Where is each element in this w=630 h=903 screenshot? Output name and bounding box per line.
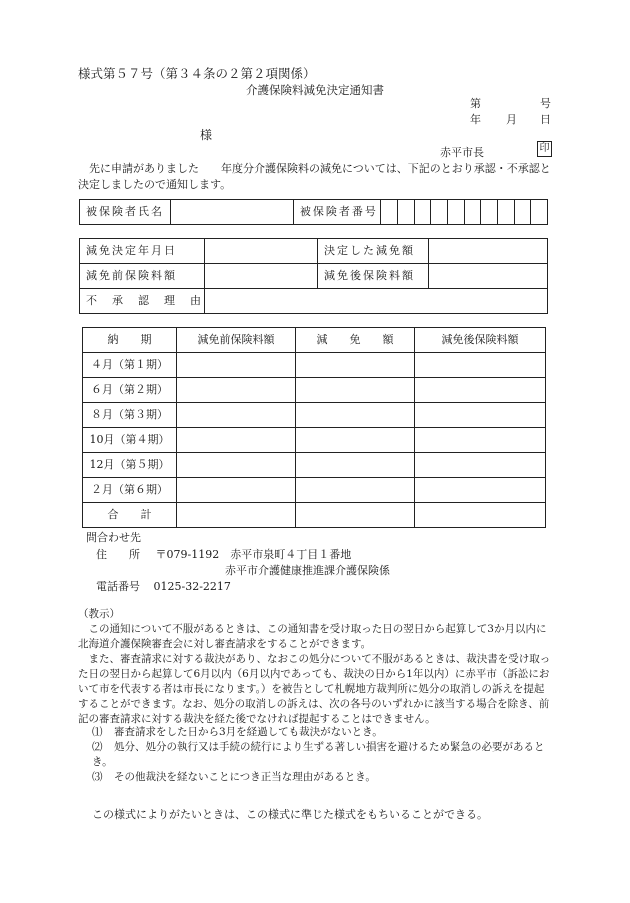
schedule-header-row (83, 328, 546, 353)
phone-value: 0125-32-2217 (153, 580, 231, 593)
insured-number-box[interactable] (398, 200, 415, 225)
department-name: 赤平市介護健康推進課介護保険係 (225, 564, 390, 577)
table-cell[interactable] (415, 378, 546, 403)
table-cell[interactable] (177, 428, 296, 453)
period-label: ２月（第６期） (83, 478, 177, 503)
insured-number-label: 被保険者番号 (293, 200, 381, 225)
table-cell[interactable] (296, 428, 415, 453)
rejection-reason-label: 不 承 認 理 由 (80, 289, 205, 314)
item-text: 処分、処分の執行又は手続の続行により生ずる著しい損害を避けるため緊急の必要があるとき。 (92, 741, 545, 768)
form-number: 様式第５７号（第３４条の２第２項関係） (78, 66, 316, 81)
table-row (83, 478, 546, 503)
table-cell[interactable] (296, 403, 415, 428)
insured-number-box[interactable] (497, 200, 514, 225)
table-cell[interactable] (177, 478, 296, 503)
table-cell[interactable] (177, 353, 296, 378)
total-label: 合 計 (83, 503, 177, 528)
insured-number-box[interactable] (531, 200, 548, 225)
addressee-suffix: 様 (200, 128, 213, 142)
table-cell[interactable] (415, 428, 546, 453)
footer-note: この様式によりがたいときは、この様式に準じた様式をもちいることができる。 (92, 808, 488, 821)
day-label: 日 (540, 113, 551, 126)
month-label: 月 (506, 113, 517, 126)
seal-box: 印 (537, 141, 552, 157)
table-cell[interactable] (296, 478, 415, 503)
table-cell[interactable] (177, 453, 296, 478)
table-cell[interactable] (415, 403, 546, 428)
total-row (83, 503, 546, 528)
insured-number-box[interactable] (431, 200, 448, 225)
decision-date-field[interactable] (205, 239, 318, 264)
issuer-name: 赤平市長 (440, 146, 484, 159)
decision-table (79, 238, 548, 314)
phone-label: 電話番号 (96, 580, 140, 593)
table-cell[interactable] (415, 503, 546, 528)
table-cell[interactable] (296, 378, 415, 403)
item-number: ⑵ (92, 741, 103, 753)
intro-text: 先に申請がありました 年度分介護保険料の減免については、下記のとおり承認・不承認と決定しましたので通知します。 (78, 162, 551, 191)
post-premium-field[interactable] (429, 264, 548, 289)
table-row (83, 453, 546, 478)
address-label: 住 所 (96, 548, 140, 561)
address-value: 〒079-1192 赤平市泉町４丁目１番地 (155, 548, 352, 561)
item-number: ⑴ (92, 726, 103, 738)
number-suffix: 号 (540, 97, 551, 110)
contact-address-row (96, 548, 351, 562)
notice-item-1 (92, 725, 554, 740)
notice-heading: （教示） (78, 608, 120, 620)
insured-name-label: 被保険者氏名 (80, 200, 171, 225)
table-cell[interactable] (415, 353, 546, 378)
post-premium-label: 減免後保険料額 (318, 264, 429, 289)
insured-number-box[interactable] (447, 200, 464, 225)
table-row (83, 378, 546, 403)
insured-name-field[interactable] (171, 200, 293, 225)
table-cell[interactable] (415, 453, 546, 478)
table-row (83, 428, 546, 453)
period-label: ８月（第３期） (83, 403, 177, 428)
notice-item-3 (92, 770, 554, 785)
decided-amount-label: 決定した減免額 (318, 239, 429, 264)
table-row (83, 353, 546, 378)
column-header: 減免前保険料額 (177, 328, 296, 353)
column-header: 減 免 額 (296, 328, 415, 353)
period-label: ４月（第１期） (83, 353, 177, 378)
table-cell[interactable] (177, 378, 296, 403)
table-cell[interactable] (296, 353, 415, 378)
table-cell[interactable] (296, 453, 415, 478)
column-header: 減免後保険料額 (415, 328, 546, 353)
period-label: 10月（第４期） (83, 428, 177, 453)
table-cell[interactable] (177, 403, 296, 428)
insured-number-box[interactable] (481, 200, 498, 225)
payment-schedule-table (82, 327, 546, 528)
insured-info-table (79, 199, 548, 225)
period-label: ６月（第２期） (83, 378, 177, 403)
contact-phone-row (96, 580, 231, 594)
document-title: 介護保険料減免決定通知書 (246, 83, 384, 97)
pre-premium-label: 減免前保険料額 (80, 264, 205, 289)
notice-paragraph-2: また、審査請求に対する裁決があり、なおこの処分について不服があるときは、裁決書を受け取った日の翌日から起算して6月以内（6月以内であっても、裁決の日から1年以内）に赤平市（訴訟において市を代表する者は市長になります。）を被告として札幌地方裁判所に処分の取消しの訴えを提起することができます。なお、処分の取消しの訴えは、次の各号のいずれかに該当する場合を除き、前記の審査請求に対する裁決を経た後でなければ提起することはできません。 (78, 653, 551, 725)
item-text: 審査請求をした日から3月を経過しても裁決がないとき。 (114, 726, 383, 738)
notice-paragraph-1: この通知について不服があるときは、この通知書を受け取った日の翌日から起算して3か月以内に北海道介護保険審査会に対し審査請求をすることができます。 (78, 623, 547, 650)
pre-premium-field[interactable] (205, 264, 318, 289)
insured-number-box[interactable] (414, 200, 431, 225)
item-text: その他裁決を経ないことにつき正当な理由があるとき。 (114, 771, 376, 783)
insured-number-box[interactable] (381, 200, 398, 225)
rejection-reason-field[interactable] (205, 289, 548, 314)
number-prefix: 第 (470, 97, 481, 110)
insured-number-box[interactable] (464, 200, 481, 225)
item-number: ⑶ (92, 771, 103, 783)
column-header: 納 期 (83, 328, 177, 353)
table-row (83, 403, 546, 428)
year-label: 年 (470, 113, 481, 126)
insured-number-box[interactable] (514, 200, 531, 225)
notice-item-2 (92, 740, 554, 770)
contact-heading: 問合わせ先 (86, 531, 141, 544)
table-cell[interactable] (296, 503, 415, 528)
decided-amount-field[interactable] (429, 239, 548, 264)
decision-date-label: 減免決定年月日 (80, 239, 205, 264)
period-label: 12月（第５期） (83, 453, 177, 478)
table-cell[interactable] (415, 478, 546, 503)
table-cell[interactable] (177, 503, 296, 528)
